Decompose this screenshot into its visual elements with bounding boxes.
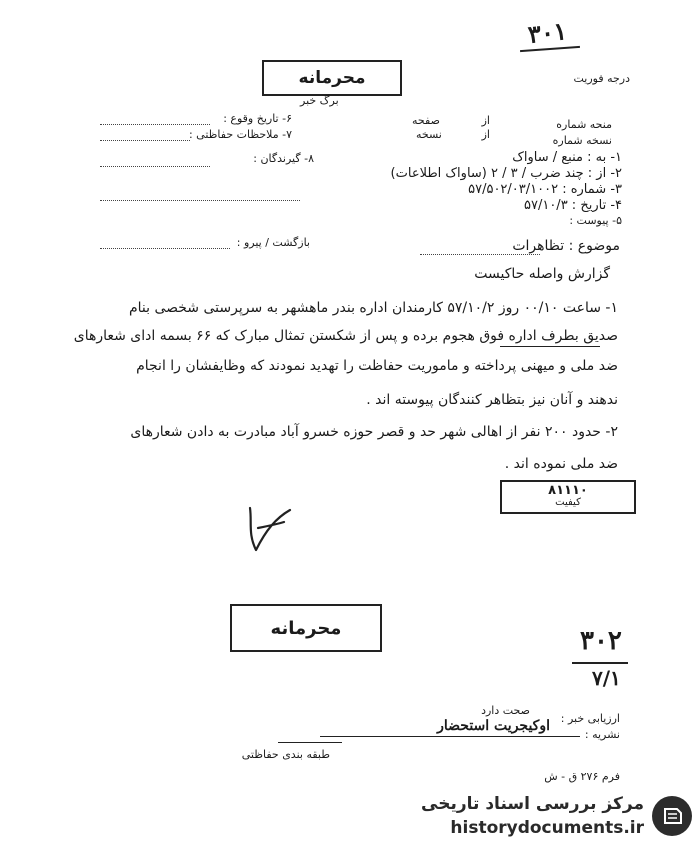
field-reference-line — [100, 248, 230, 249]
footer-line-1 — [320, 736, 580, 737]
top-stamp-sub: برگ خبر — [300, 94, 339, 107]
mid-stamp — [500, 480, 636, 514]
top-stamp — [262, 60, 402, 96]
field-recipients-line — [100, 166, 210, 167]
watermark-url: historydocuments.ir — [450, 818, 644, 838]
classification-label: طبقه بندی حفاظتی — [241, 748, 330, 761]
p2-line-1: ۲- حدود ۲۰۰ نفر از اهالی شهر حد و قصر حوزه خسرو آباد مبادرت به دادن شعارهای — [130, 424, 618, 440]
classification-line — [278, 742, 342, 743]
evaluation-label: ارزیابی خبر : — [560, 712, 620, 725]
bottom-stamp — [230, 604, 382, 652]
page-number-2: ۳۰۲ — [580, 626, 622, 656]
field-attachment: ۵- پیوست : — [569, 214, 622, 227]
field-sheet-no: نسخه شماره — [552, 134, 612, 147]
field-to: ۱- به : منبع / ساواک — [512, 150, 622, 165]
top-stamp-text: محرمانه — [298, 68, 366, 88]
field-from: ۲- از : چند ضرب / ۳ / ۲ (ساواک اطلاعات) — [390, 166, 622, 181]
field-copy-right: نسخه — [416, 128, 442, 141]
p1-line-3: ضد ملی و میهنی پرداخته و ماموریت حفاظت را تهدید نمودند که وظایفشان را انجام — [136, 358, 618, 374]
p1-line-2: صدیق بطرف اداره فوق هجوم برده و پس از شکستن تمثال مبارک که ۶۶ بسمه ادای شعارهای — [73, 328, 618, 344]
field-occurrence-date: ۶- تاریخ وقوع : — [223, 112, 292, 125]
field-page-no-right: صفحه — [412, 114, 440, 127]
subject-dots — [420, 254, 540, 255]
field-of-2: از — [481, 128, 490, 141]
intro-line: گزارش واصله حاکیست — [474, 266, 610, 282]
p2-line-2: ضد ملی نموده اند . — [504, 456, 618, 472]
validity-text: صحت دارد — [481, 704, 530, 717]
urgency-label: درجه فوریت — [573, 72, 630, 85]
watermark-logo-icon — [652, 796, 692, 836]
field-reference: بازگشت / پیرو : — [236, 236, 310, 249]
field-page-no: منحه شماره — [556, 118, 612, 131]
p1-line-1: ۱- ساعت ۰۰/۱۰ روز ۵۷/۱۰/۲ کارمندان اداره بندر ماهشهر به سرپرستی شخصی بنام — [128, 300, 618, 316]
field-number: ۳- شماره : ۵۷/۵۰۲/۰۳/۱۰۰۲ — [468, 182, 622, 197]
field-protective-line — [100, 140, 190, 141]
field-recipients: ۸- گیرندگان : — [253, 152, 314, 165]
field-separator-1 — [100, 200, 300, 201]
page-sub-number: ۷/۱ — [592, 666, 621, 690]
p1-line-4: ندهند و آنان نیز بتظاهر کنندگان پیوسته اند . — [366, 392, 618, 408]
mid-stamp-sub: کیفیت — [555, 497, 581, 508]
subject-line: موضوع : تظاهرات — [512, 238, 620, 254]
p1-underline — [500, 346, 600, 347]
field-date: ۴- تاریخ : ۵۷/۱۰/۳ — [524, 198, 622, 213]
page-number-2-divider — [572, 662, 628, 664]
handwritten-note: اوکیجریت استحضار — [437, 718, 550, 734]
watermark — [420, 790, 696, 846]
watermark-title: مرکز بررسی اسناد تاریخی — [421, 794, 644, 814]
mid-stamp-text: ۸۱۱۱۰ — [548, 483, 588, 498]
bottom-stamp-text: محرمانه — [270, 617, 342, 639]
page-number: ۳۰۱ — [526, 16, 569, 49]
form-number: فرم ۲۷۶ ق - ش — [544, 770, 620, 783]
field-protective-notes: ۷- ملاحظات حفاظتی : — [188, 128, 292, 141]
field-of-1: از — [481, 114, 490, 127]
distribution-label: نشریه : — [584, 728, 620, 741]
signature-mark — [238, 500, 298, 560]
field-occurrence-line — [100, 124, 210, 125]
